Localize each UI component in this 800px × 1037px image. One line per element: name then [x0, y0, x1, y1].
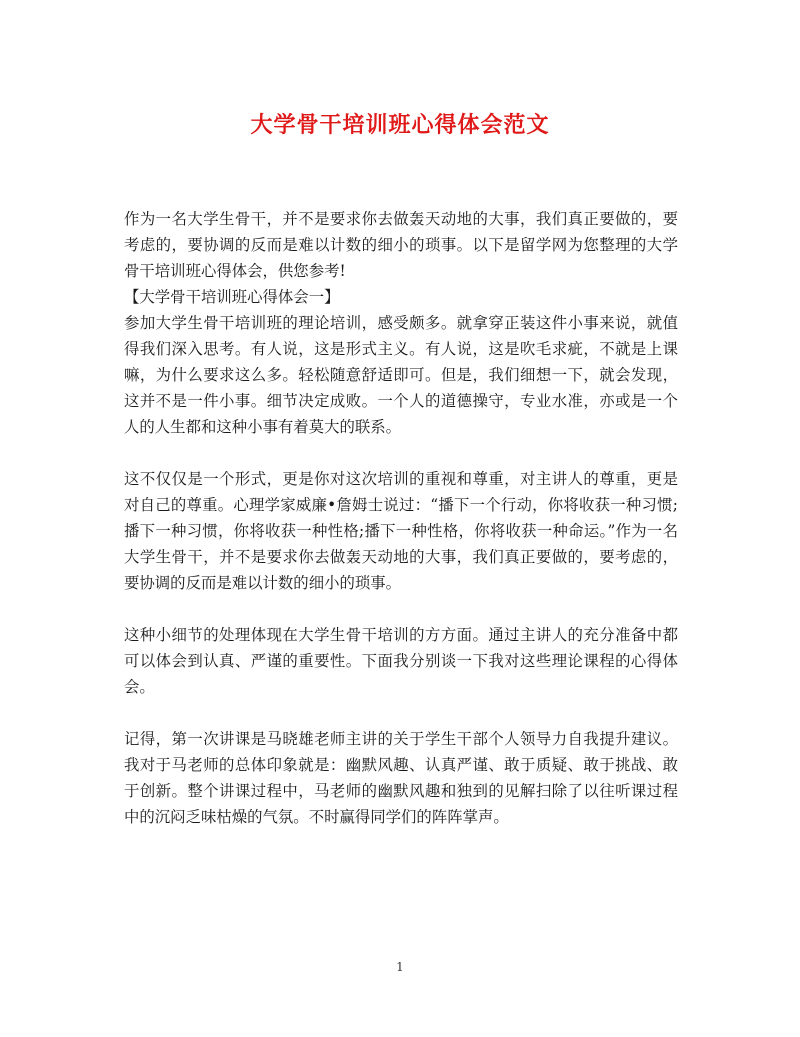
document-body — [124, 206, 678, 830]
paragraph-gap — [124, 596, 678, 622]
body-paragraph: 记得，第一次讲课是马晓雄老师主讲的关于学生干部个人领导力自我提升建议。我对于马老师的总体印象就是：幽默风趣、认真严谨、敢于质疑、敢于挑战、敢于创新。整个讲课过程中，马老师的幽默风趣和独到的见解扫除了以往听课过程中的沉闷乏味枯燥的气氛。不时赢得同学们的阵阵掌声。 — [124, 730, 678, 826]
paragraph-gap — [124, 440, 678, 466]
body-paragraph: 参加大学生骨干培训班的理论培训，感受颇多。就拿穿正装这件小事来说，就值得我们深入思考。有人说，这是形式主义。有人说，这是吹毛求疵，不就是上课嘛，为什么要求这么多。轻松随意舒适即可。但是，我们细想一下，就会发现，这并不是一件小事。细节决定成败。一个人的道德操守，专业水准，亦或是一个人的人生都和这种小事有着莫大的联系。 — [124, 314, 678, 436]
section-heading: 【大学骨干培训班心得体会一】 — [124, 288, 340, 306]
document-title: 大学骨干培训班心得体会范文 — [250, 112, 550, 138]
body-paragraph: 这种小细节的处理体现在大学生骨干培训的方方面。通过主讲人的充分准备中都可以体会到认真、严谨的重要性。下面我分别谈一下我对这些理论课程的心得体会。 — [124, 626, 678, 696]
body-paragraph: 这不仅仅是一个形式，更是你对这次培训的重视和尊重，对主讲人的尊重，更是对自己的尊重。心理学家威廉•詹姆士说过：“播下一个行动，你将收获一种习惯;播下一种习惯，你将收获一种性格;播下一种性格，你将收获一种命运。”作为一名大学生骨干，并不是要求你去做轰天动地的大事，我们真正要做的，要考虑的，要协调的反而是难以计数的细小的琐事。 — [124, 470, 678, 592]
intro-paragraph: 作为一名大学生骨干，并不是要求你去做轰天动地的大事，我们真正要做的，要考虑的，要协调的反而是难以计数的细小的琐事。以下是留学网为您整理的大学骨干培训班心得体会，供您参考! — [124, 210, 678, 280]
page-number: 1 — [396, 960, 404, 974]
paragraph-gap — [124, 700, 678, 726]
